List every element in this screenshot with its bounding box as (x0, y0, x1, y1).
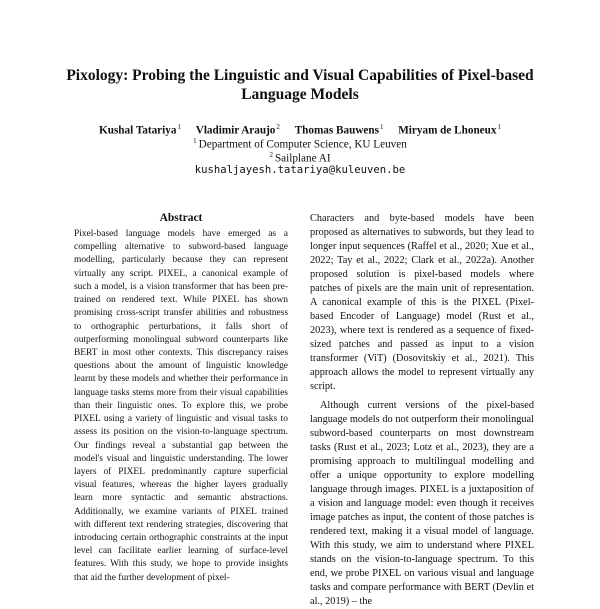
author-name: Vladimir Araujo (195, 124, 276, 137)
intro-paragraph: Characters and byte-based models have been proposed as alternatives to subwords, but they lead to longer input sequences (Raffel et al., 2020; Xue et al., 2022; Tay et al., 2022; Clark et al., 2022a). Another proposed solution is pixel-based models where patches of pixels are the main unit of representation. A canonical example of this is the PIXEL (Pixel-based Encoder of Language) model (Rust et al., 2023), where text is rendered as a sequence of fixed-sized patches and passed as input to a vision transformer (ViT) (Dosovitskiy et al., 2021). This approach allows the model to represent virtually any script. (310, 213, 534, 393)
author-name: Thomas Bauwens (294, 124, 379, 137)
author-name: Miryam de Lhoneux (398, 124, 497, 137)
intro-paragraph: Although current versions of the pixel-based language models do not outperform their monolingual subword-based counterparts on most downstream tasks (Rust et al., 2023; Lotz et al., 2023), they are a promising approach to multilingual modelling and offer a unique opportunity to explore modelling language through images. PIXEL is a juxtaposition of a vision and language model: even though it receives image patches as input, the content of those patches is rendered text, making it a visual model of language. With this study, we aim to understand where PIXEL stands on the vision-to-language spectrum. To this end, we probe PIXEL on various visual and language tasks and compare performance with BERT (Devlin et al., 2019) – the (310, 400, 534, 608)
author-name: Kushal Tatariya (99, 124, 177, 137)
introduction-column (310, 212, 534, 609)
abstract-heading: Abstract (159, 212, 203, 224)
affiliation-name: Sailplane AI (274, 152, 331, 165)
author-email: kushaljayesh.tatariya@kuleuven.be (194, 164, 406, 176)
affiliation-mark: 1 (193, 137, 197, 145)
author-affiliation-mark: 1 (177, 123, 181, 131)
abstract-text: Pixel-based language models have emerged as a compelling alternative to subword-based language modelling, particularly because they can represent virtually any script. PIXEL, a canonical example of such a model, is a vision transformer that has been pre-trained on rendered text. While PIXEL has shown promising cross-script transfer abilities and robustness to orthographic perturbations, it falls short of outperforming monolingual subword counterparts like BERT in most other contexts. This discrepancy raises questions about the amount of linguistic knowledge learnt by these models and whether their performance in language tasks stems more from their visual capabilities than their linguistic ones. To explore this, we probe PIXEL using a variety of linguistic and visual tasks to assess its position on the vision-to-language spectrum. Our findings reveal a substantial gap between the model's visual and linguistic understanding. The lower layers of PIXEL predominantly capture superficial visual features, whereas the higher layers gradually learn more syntactic and semantic abstractions. Additionally, we examine variants of PIXEL trained with different text rendering strategies, discovering that introducing certain orthographic constraints at the input level can facilitate earlier learning of surface-level features. With this study, we hope to provide insights that aid the further development of pixel- (74, 229, 288, 583)
paper-title: Pixology: Probing the Linguistic and Visual Capabilities of Pixel-based Language Models (66, 67, 534, 103)
affiliation-name: Department of Computer Science, KU Leuven (198, 138, 407, 151)
author-affiliation-mark: 2 (276, 123, 280, 131)
author-affiliation-mark: 1 (497, 123, 501, 131)
affiliation-mark: 2 (269, 151, 273, 159)
author-affiliation-mark: 1 (379, 123, 384, 131)
